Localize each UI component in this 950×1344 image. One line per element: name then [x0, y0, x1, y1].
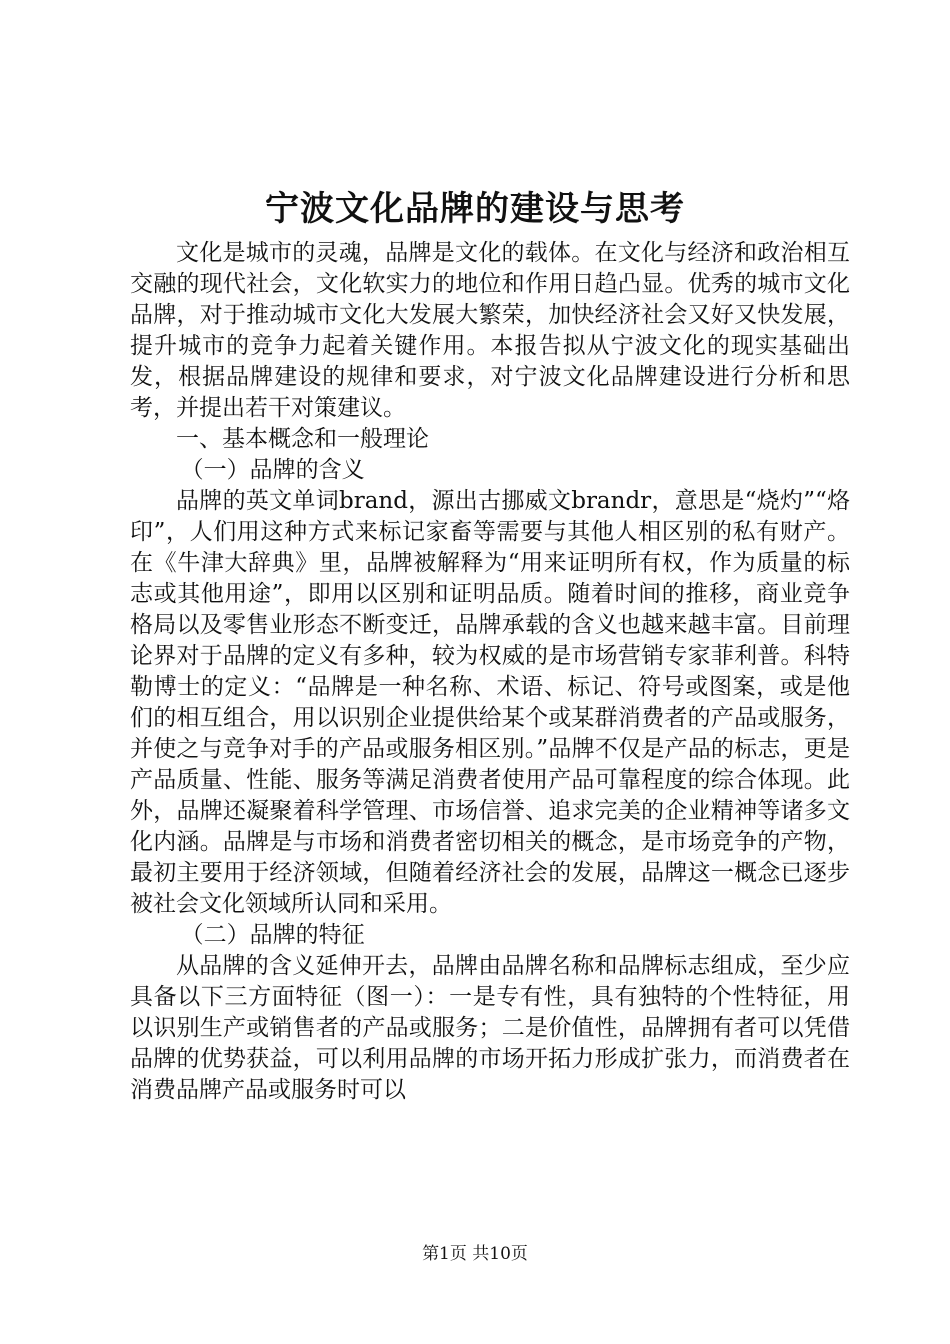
subsection-heading: （二）品牌的特征	[180, 922, 365, 948]
section-heading: 一、基本概念和一般理论	[176, 426, 429, 452]
document-body	[130, 238, 850, 1106]
body-paragraph: 品牌的英文单词brand，源出古挪威文brandr，意思是“烧灼”“烙印”，人们用这种方式来标记家畜等需要与其他人相区别的私有财产。在《牛津大辞典》里，品牌被解释为“用来证明所有权，作为质量的标志或其他用途”，即用以区别和证明品质。随着时间的推移，商业竞争格局以及零售业形态不断变迁，品牌承载的含义也越来越丰富。目前理论界对于品牌的定义有多种，较为权威的是市场营销专家菲利普。科特勒博士的定义：“品牌是一种名称、术语、标记、符号或图案，或是他们的相互组合，用以识别企业提供给某个或某群消费者的产品或服务，并使之与竞争对手的产品或服务相区别。”品牌不仅是产品的标志，更是产品质量、性能、服务等满足消费者使用产品可靠程度的综合体现。此外，品牌还凝聚着科学管理、市场信誉、追求完美的企业精神等诸多文化内涵。品牌是与市场和消费者密切相关的概念，是市场竞争的产物，最初主要用于经济领域，但随着经济社会的发展，品牌这一概念已逐步被社会文化领域所认同和采用。	[130, 488, 850, 917]
subsection-heading: （一）品牌的含义	[180, 457, 365, 483]
intro-paragraph: 文化是城市的灵魂，品牌是文化的载体。在文化与经济和政治相互交融的现代社会，文化软实力的地位和作用日趋凸显。优秀的城市文化品牌，对于推动城市文化大发展大繁荣，加快经济社会又好又快发展，提升城市的竞争力起着关键作用。本报告拟从宁波文化的现实基础出发，根据品牌建设的规律和要求，对宁波文化品牌建设进行分析和思考，并提出若干对策建议。	[130, 240, 850, 421]
page-footer: 第1页 共10页	[422, 1244, 528, 1264]
body-paragraph: 从品牌的含义延伸开去，品牌由品牌名称和品牌标志组成，至少应具备以下三方面特征（图一）：一是专有性，具有独特的个性特征，用以识别生产或销售者的产品或服务；二是价值性，品牌拥有者可以凭借品牌的优势获益，可以利用品牌的市场开拓力形成扩张力，而消费者在消费品牌产品或服务时可以	[130, 953, 850, 1103]
document-title: 宁波文化品牌的建设与思考	[265, 189, 685, 229]
